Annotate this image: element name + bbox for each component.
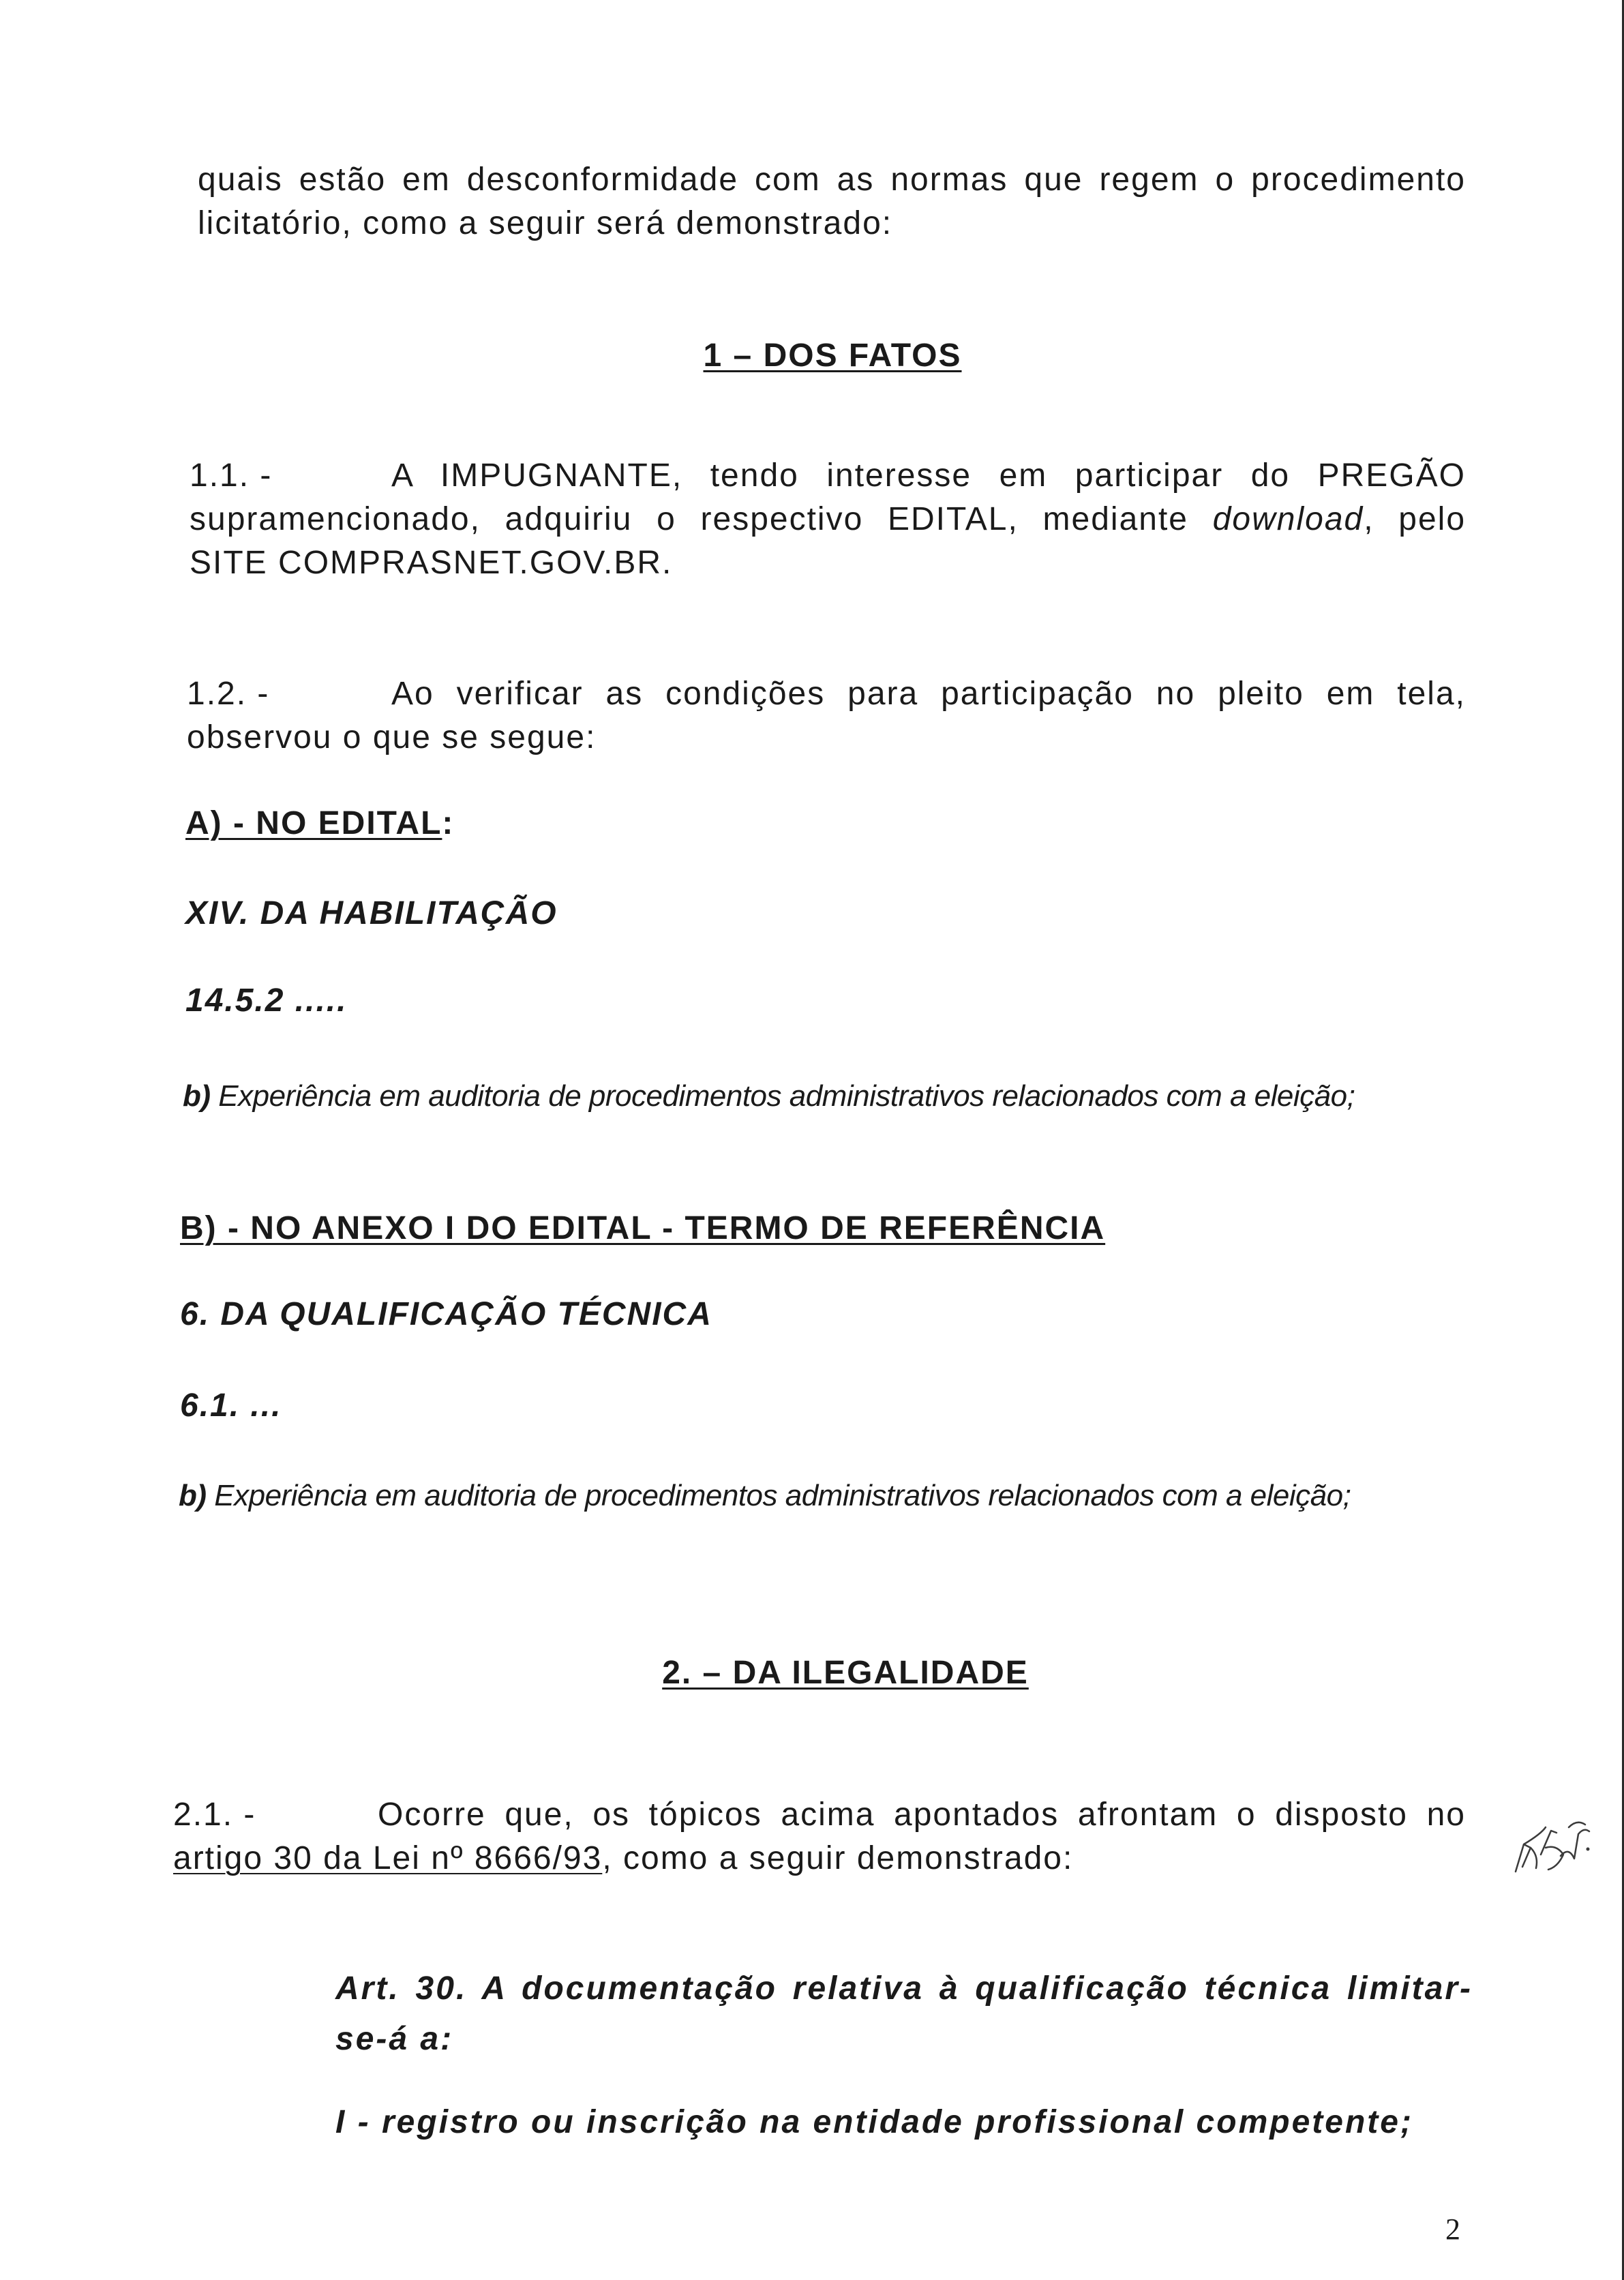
art-30-inciso-1: I - registro ou inscrição na entidade profissional competente; xyxy=(335,2104,1413,2140)
paragraph-2-1 xyxy=(173,1793,1466,1880)
paragraph-text: Ocorre que, os tópicos acima apontados afrontam o disposto no xyxy=(378,1797,1466,1833)
paragraph-number: 1.1. - xyxy=(190,457,273,494)
paragraph-text-line: supramencionado, adquiriu o respectivo EDITAL, mediante download, pelo xyxy=(190,501,1467,537)
intro-line-1: quais estão em desconformidade com as normas que regem o procedimento xyxy=(198,162,1466,198)
paragraph-1-1 xyxy=(190,454,1466,585)
initials-signature-icon xyxy=(1503,1807,1592,1889)
paragraph-text-line: SITE COMPRASNET.GOV.BR. xyxy=(190,545,673,581)
edital-heading: A) - NO EDITAL: xyxy=(185,805,455,841)
edital-item-b: b) Experiência em auditoria de procedimentos administrativos relacionados com a eleição; xyxy=(183,1079,1355,1113)
intro-line-2: licitatório, como a seguir será demonstrado: xyxy=(198,205,893,241)
paragraph-text: A IMPUGNANTE, tendo interesse em participar do PREGÃO xyxy=(391,457,1466,494)
law-reference: artigo 30 da Lei nº 8666/93 xyxy=(173,1840,603,1876)
paragraph-text: Ao verificar as condições para participação no pleito em tela, xyxy=(391,676,1466,712)
art-30-line-1: Art. 30. A documentação relativa à qualificação técnica limitar- xyxy=(335,1970,1473,2007)
edital-item: 14.5.2 ..... xyxy=(185,982,348,1019)
edital-subheading: XIV. DA HABILITAÇÃO xyxy=(185,895,558,931)
paragraph-1-2 xyxy=(187,672,1466,760)
anexo-subheading: 6. DA QUALIFICAÇÃO TÉCNICA xyxy=(180,1296,712,1332)
download-word: download xyxy=(1212,501,1364,537)
section-2-heading: 2. – DA ILEGALIDADE xyxy=(662,1655,1029,1691)
paragraph-text-line: artigo 30 da Lei nº 8666/93, como a seguir demonstrado: xyxy=(173,1840,1074,1876)
paragraph-text-line: observou o que se segue: xyxy=(187,719,597,755)
handwritten-initials xyxy=(1503,1807,1592,1889)
anexo-heading: B) - NO ANEXO I DO EDITAL - TERMO DE REFERÊNCIA xyxy=(180,1210,1106,1246)
paragraph-number: 2.1. - xyxy=(173,1797,256,1833)
art-30-line-2: se-á a: xyxy=(335,2021,454,2057)
page-number: 2 xyxy=(1445,2212,1460,2246)
paragraph-number: 1.2. - xyxy=(187,676,270,712)
art-30-citation xyxy=(335,1964,1473,2065)
anexo-item: 6.1. ... xyxy=(180,1388,282,1424)
section-1-heading: 1 – DOS FATOS xyxy=(703,338,962,374)
anexo-item-b: b) Experiência em auditoria de procedimentos administrativos relacionados com a eleição; xyxy=(179,1479,1351,1512)
